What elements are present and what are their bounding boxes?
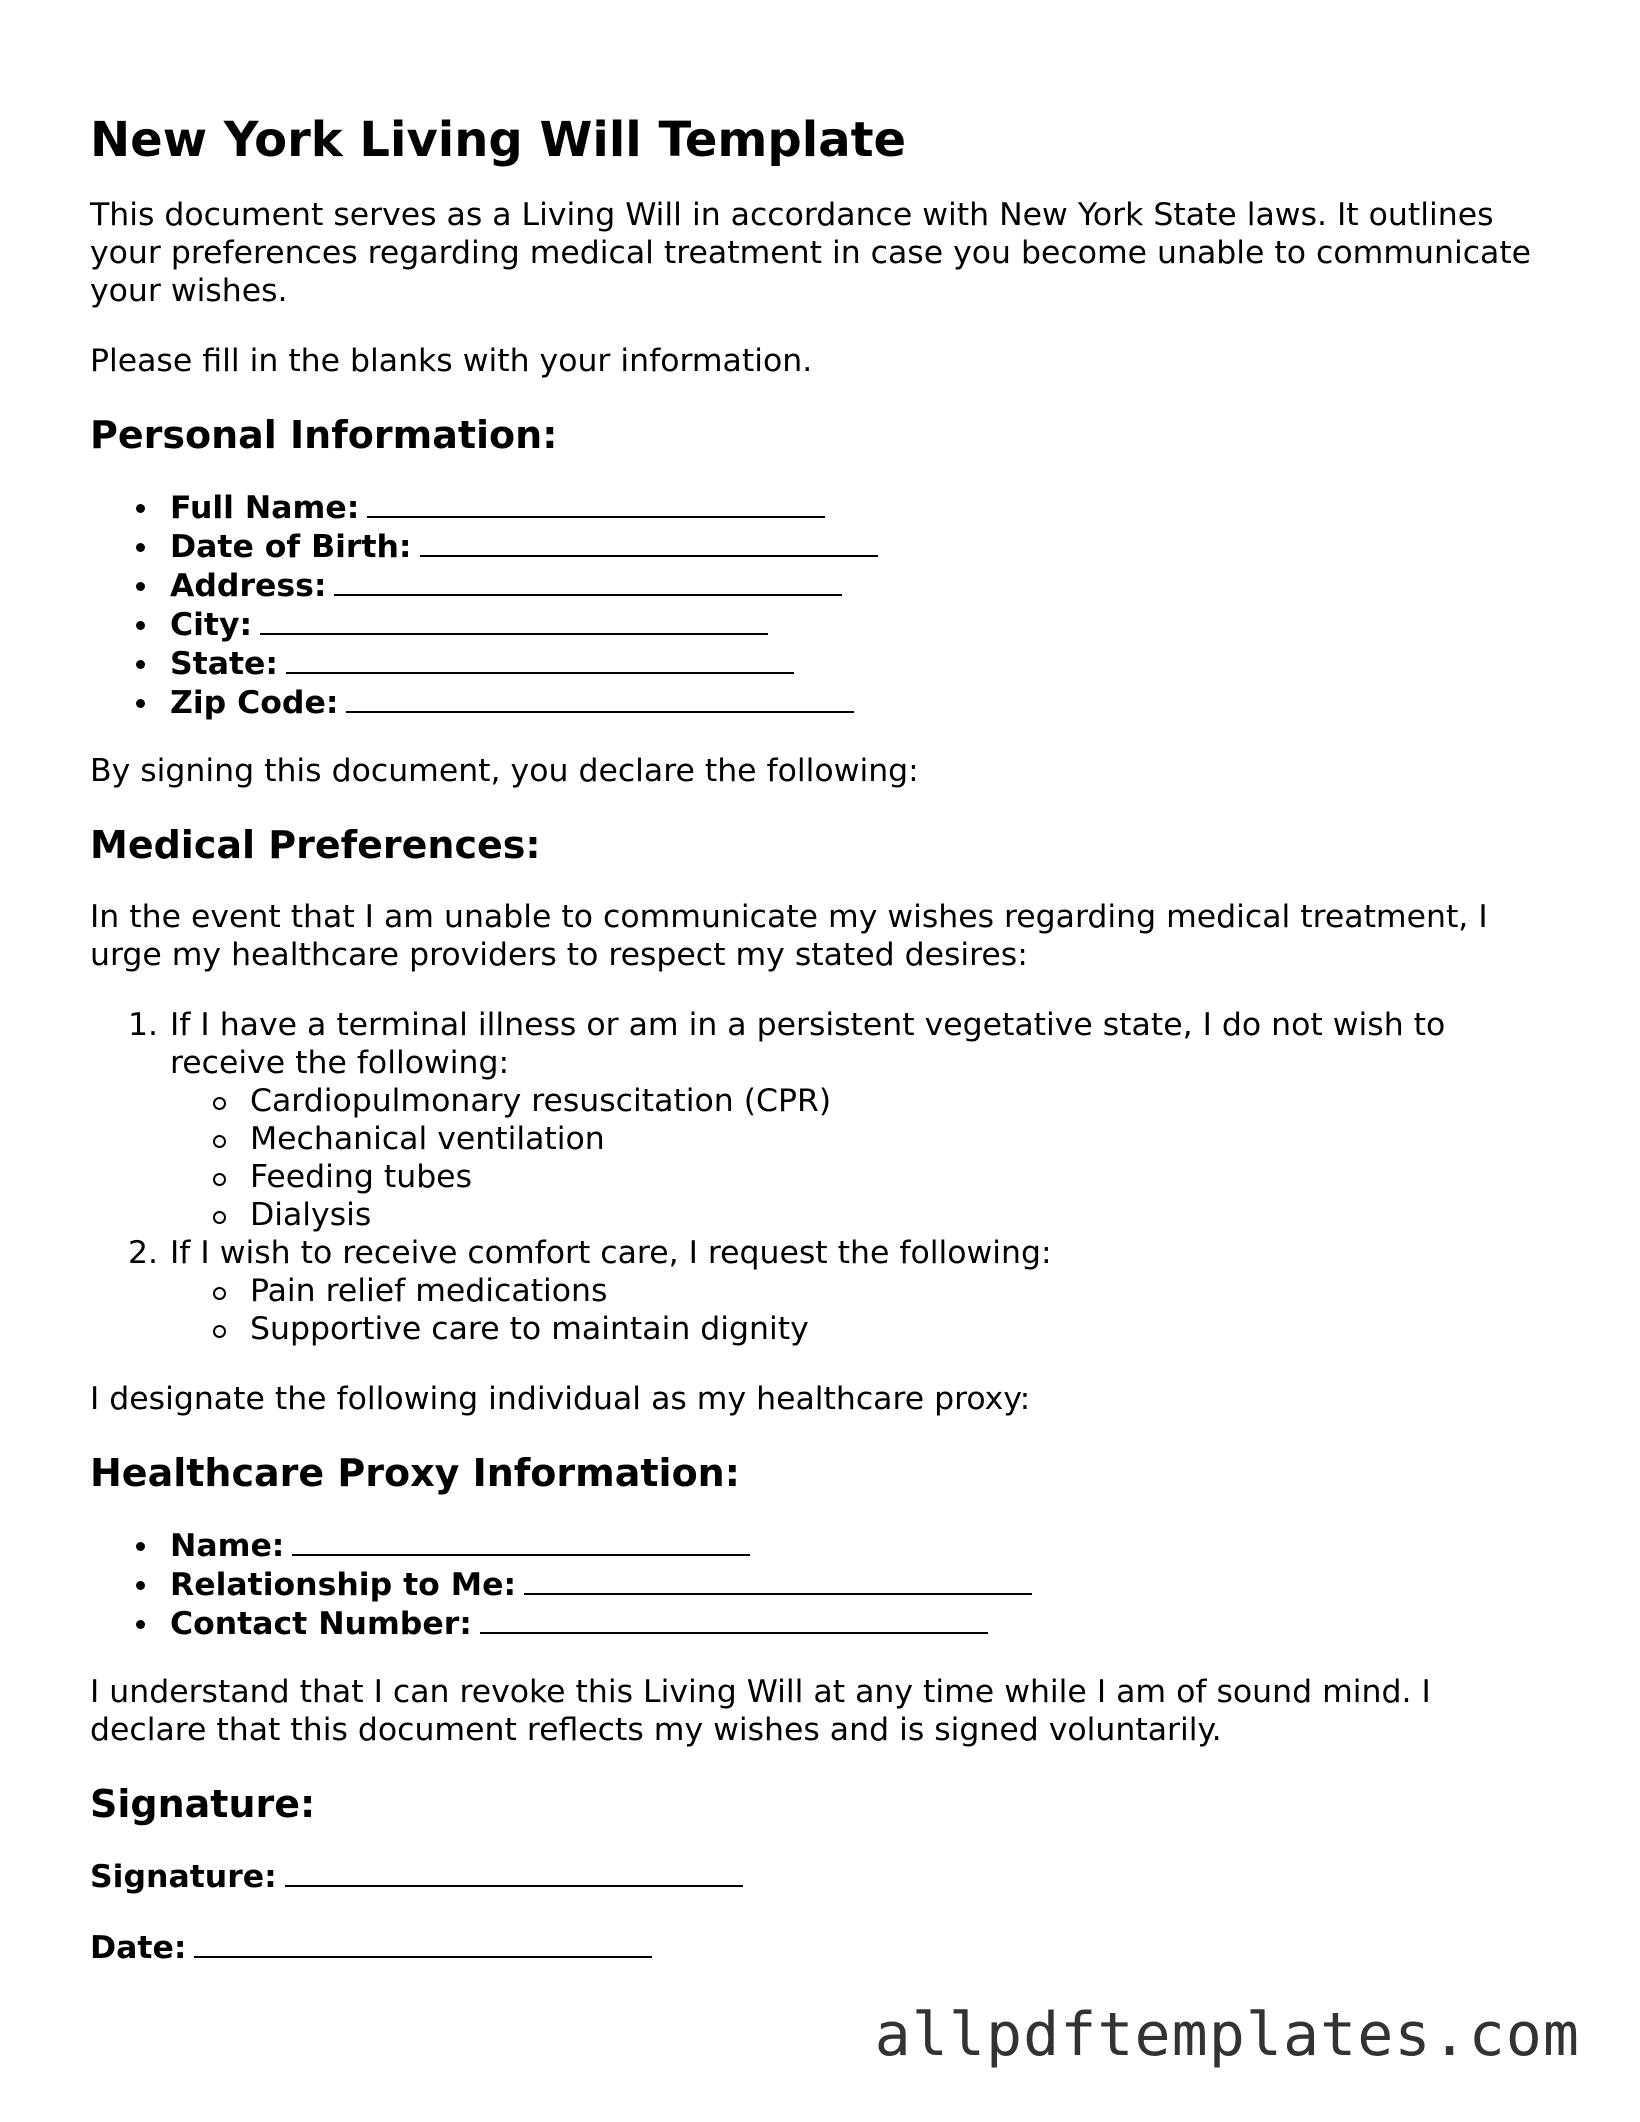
- field-proxy-name: [90, 1526, 1550, 1565]
- personal-info-list: [90, 488, 1550, 722]
- personal-info-heading: Personal Information:: [90, 413, 558, 457]
- field-state: [90, 644, 1550, 683]
- date-label: Date:: [90, 1930, 187, 1966]
- field-label: Zip Code:: [170, 685, 339, 721]
- field-label: City:: [170, 607, 253, 643]
- instruction-text: Please fill in the blanks with your information.: [90, 343, 813, 379]
- healthcare-proxy-heading: Healthcare Proxy Information:: [90, 1451, 740, 1495]
- field-label: Name:: [170, 1528, 285, 1564]
- field-label: Relationship to Me:: [170, 1567, 517, 1603]
- city-blank[interactable]: [260, 605, 768, 635]
- site-watermark: allpdftemplates.com: [874, 2000, 1580, 2070]
- signature-heading: Signature:: [90, 1782, 316, 1826]
- sub-item: Feeding tubes: [170, 1158, 1550, 1196]
- sub-item: Dialysis: [170, 1196, 1550, 1234]
- revoke-paragraph: I understand that I can revoke this Living Will at any time while I am of sound mind. I declare that this document reflects my wishes and is signed voluntarily.: [90, 1674, 1431, 1748]
- sub-item: Mechanical ventilation: [170, 1120, 1550, 1158]
- preference-item: [90, 1006, 1550, 1234]
- sub-list: [170, 1272, 1550, 1348]
- item-number: 1.: [128, 1007, 159, 1043]
- date-line: [90, 1928, 1550, 1967]
- item-text: If I wish to receive comfort care, I request the following:: [170, 1235, 1052, 1271]
- date-blank[interactable]: [194, 1928, 652, 1958]
- declare-text: By signing this document, you declare the following:: [90, 753, 919, 789]
- signature-blank[interactable]: [285, 1857, 743, 1887]
- zip-code-blank[interactable]: [346, 683, 854, 713]
- field-relationship: [90, 1565, 1550, 1604]
- proxy-info-list: [90, 1526, 1550, 1643]
- field-address: [90, 566, 1550, 605]
- signature-line: [90, 1857, 1550, 1896]
- field-label: Address:: [170, 568, 327, 604]
- item-number: 2.: [128, 1235, 159, 1271]
- sub-list: [170, 1082, 1550, 1234]
- field-city: [90, 605, 1550, 644]
- intro-paragraph: This document serves as a Living Will in accordance with New York State laws. It outlines your preferences regarding medical treatment in case you become unable to communicate your wishes.: [90, 197, 1532, 309]
- field-label: Full Name:: [170, 490, 360, 526]
- sub-item: Pain relief medications: [170, 1272, 1550, 1310]
- signature-label: Signature:: [90, 1859, 277, 1895]
- state-blank[interactable]: [286, 644, 794, 674]
- field-zip-code: [90, 683, 1550, 722]
- preference-item: [90, 1234, 1550, 1348]
- field-label: Date of Birth:: [170, 529, 412, 565]
- sub-item: Cardiopulmonary resuscitation (CPR): [170, 1082, 1550, 1120]
- field-contact-number: [90, 1604, 1550, 1643]
- document-title: New York Living Will Template: [90, 112, 907, 168]
- field-full-name: [90, 488, 1550, 527]
- field-label: State:: [170, 646, 279, 682]
- medical-preferences-heading: Medical Preferences:: [90, 823, 541, 867]
- address-blank[interactable]: [334, 566, 842, 596]
- item-text: If I have a terminal illness or am in a persistent vegetative state, I do not wish to receive the following:: [170, 1007, 1446, 1081]
- field-date-of-birth: [90, 527, 1550, 566]
- sub-item: Supportive care to maintain dignity: [170, 1310, 1550, 1348]
- date-of-birth-blank[interactable]: [420, 527, 878, 557]
- full-name-blank[interactable]: [367, 488, 825, 518]
- contact-number-blank[interactable]: [480, 1604, 988, 1634]
- relationship-blank[interactable]: [524, 1565, 1032, 1595]
- proxy-name-blank[interactable]: [292, 1526, 750, 1556]
- medical-preferences-list: [90, 1006, 1550, 1348]
- document-page: [90, 0, 1550, 1967]
- designate-text: I designate the following individual as my healthcare proxy:: [90, 1381, 1031, 1417]
- medical-intro-paragraph: In the event that I am unable to communicate my wishes regarding medical treatment, I urge my healthcare providers to respect my stated desires:: [90, 899, 1488, 973]
- field-label: Contact Number:: [170, 1606, 472, 1642]
